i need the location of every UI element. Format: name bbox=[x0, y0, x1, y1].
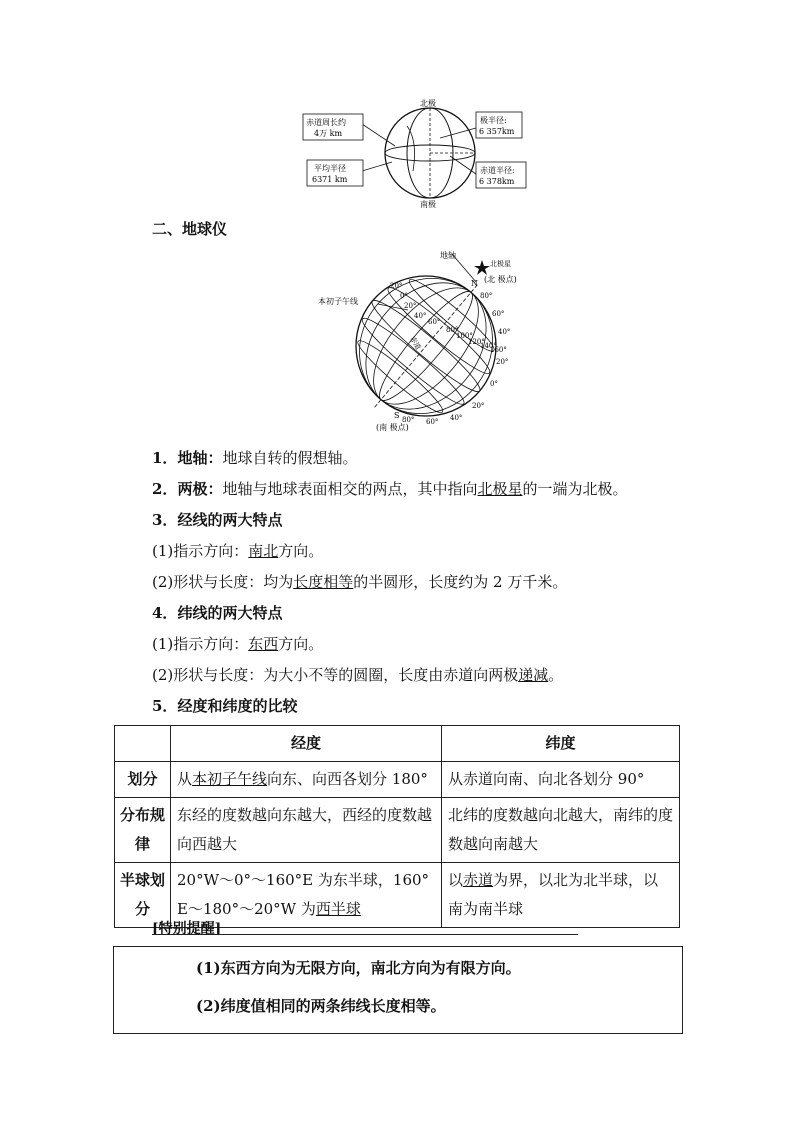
item-number: 3． bbox=[152, 511, 178, 529]
item-title: 经线的两大特点 bbox=[177, 511, 283, 529]
equator-circumference-value: 4万 km bbox=[314, 129, 343, 138]
globe-figure bbox=[316, 246, 522, 436]
table-cell: 从赤道向南、向北各划分 90° bbox=[442, 762, 680, 798]
item-text: 的一端为北极。 bbox=[522, 480, 628, 498]
degree-label: 140° bbox=[480, 342, 497, 350]
item-text: 地轴与地球表面相交的两点，其中指向 bbox=[222, 480, 478, 498]
axis-label: 地轴 bbox=[440, 251, 456, 260]
section-heading: 二、地球仪 bbox=[152, 220, 228, 238]
table-cell: 东经的度数越向东越大，西经的度数越向西越大 bbox=[171, 798, 442, 863]
degree-label: 40° bbox=[450, 414, 463, 422]
item-title: 两极： bbox=[177, 480, 223, 498]
degree-label: 80° bbox=[480, 292, 493, 300]
north-point-label: (北 极点) bbox=[484, 275, 517, 284]
degree-label: 20° bbox=[404, 302, 417, 310]
south-point-label: (南 极点) bbox=[376, 423, 409, 432]
item-5 bbox=[152, 695, 297, 716]
polaris-label: 北极星 bbox=[490, 260, 511, 268]
table-cell: 20°W～0°～160°E 为东半球，160° E～180°～20°W 为西半球 bbox=[171, 863, 442, 928]
polar-radius-label: 极半径: bbox=[480, 116, 507, 125]
item-1 bbox=[152, 447, 357, 468]
north-point: N bbox=[471, 279, 478, 288]
parallel-shape: (2)形状与长度：为大小不等的圆圈，长度由赤道向两极递减。 bbox=[152, 666, 564, 684]
degree-label: 0° bbox=[490, 380, 498, 388]
degree-label: 100° bbox=[456, 332, 473, 340]
item-title: 地轴： bbox=[177, 449, 223, 467]
meridian-shape: (2)形状与长度：均为长度相等的半圆形，长度约为 2 万千米。 bbox=[152, 573, 568, 591]
degree-label: 120° bbox=[468, 338, 485, 346]
degree-label: 20° bbox=[472, 402, 485, 410]
degree-label: 20° bbox=[496, 358, 509, 366]
south-pole-label: 南极 bbox=[420, 200, 436, 208]
item-number: 5． bbox=[152, 697, 178, 715]
mean-radius-label: 平均半径 bbox=[314, 164, 346, 173]
equatorial-radius-value: 6 378km bbox=[479, 177, 515, 186]
table-header-cell: 经度 bbox=[171, 726, 442, 762]
mean-radius-value: 6371 km bbox=[312, 175, 348, 184]
degree-label: 40° bbox=[414, 312, 427, 320]
equator-label: 赤道 bbox=[408, 335, 423, 352]
degree-label: 80° bbox=[446, 326, 459, 334]
degree-label: 60° bbox=[428, 318, 441, 326]
item-2 bbox=[152, 478, 628, 499]
item-3 bbox=[152, 509, 282, 530]
table-cell: 以赤道为界，以北为北半球，以南为南半球 bbox=[442, 863, 680, 928]
degree-label: 0° bbox=[400, 292, 408, 300]
table-header-cell bbox=[115, 726, 171, 762]
tip-line-2: (2)纬度值相同的两条纬线长度相等。 bbox=[196, 997, 446, 1015]
item-number: 1． bbox=[152, 449, 178, 467]
north-pole-label: 北极 bbox=[420, 99, 436, 108]
south-point: S bbox=[394, 411, 400, 420]
row-label: 划分 bbox=[115, 762, 171, 798]
prime-meridian-label: 本初子午线 bbox=[318, 297, 358, 306]
item-text: 地球自转的假想轴。 bbox=[222, 449, 358, 467]
item-title: 经度和纬度的比较 bbox=[177, 697, 298, 715]
tip-divider bbox=[152, 934, 578, 935]
tip-title: [特别提醒] bbox=[152, 921, 222, 937]
parallel-direction: (1)指示方向：东西方向。 bbox=[152, 635, 324, 653]
table-header-cell: 纬度 bbox=[442, 726, 680, 762]
degree-label: 60° bbox=[492, 310, 505, 318]
item-underlined-text: 北极星 bbox=[477, 480, 523, 498]
degree-label: 80° bbox=[402, 416, 415, 424]
item-title: 纬线的两大特点 bbox=[177, 604, 283, 622]
degree-label: 160° bbox=[490, 346, 507, 354]
equatorial-radius-label: 赤道半径: bbox=[480, 166, 515, 175]
table-row bbox=[115, 798, 680, 863]
item-number: 4． bbox=[152, 604, 178, 622]
tip-box bbox=[113, 946, 683, 1034]
polar-radius-value: 6 357km bbox=[479, 127, 515, 136]
equator-circumference-label: 赤道周长约 bbox=[306, 118, 346, 127]
item-4 bbox=[152, 602, 282, 623]
tip-line-1: (1)东西方向为无限方向，南北方向为有限方向。 bbox=[196, 959, 521, 977]
degree-label: 60° bbox=[426, 418, 439, 426]
degree-label: 20° bbox=[390, 282, 403, 290]
comparison-table bbox=[114, 725, 680, 928]
degree-label: 40° bbox=[498, 328, 511, 336]
item-number: 2． bbox=[152, 480, 178, 498]
meridian-direction: (1)指示方向：南北方向。 bbox=[152, 542, 324, 560]
row-label: 分布规律 bbox=[115, 798, 171, 863]
earth-dimensions-figure bbox=[300, 96, 530, 208]
row-label: 半球划分 bbox=[115, 863, 171, 928]
table-header-row bbox=[115, 726, 680, 762]
table-cell: 北纬的度数越向北越大，南纬的度数越向南越大 bbox=[442, 798, 680, 863]
table-row bbox=[115, 762, 680, 798]
table-cell: 从本初子午线向东、向西各划分 180° bbox=[171, 762, 442, 798]
